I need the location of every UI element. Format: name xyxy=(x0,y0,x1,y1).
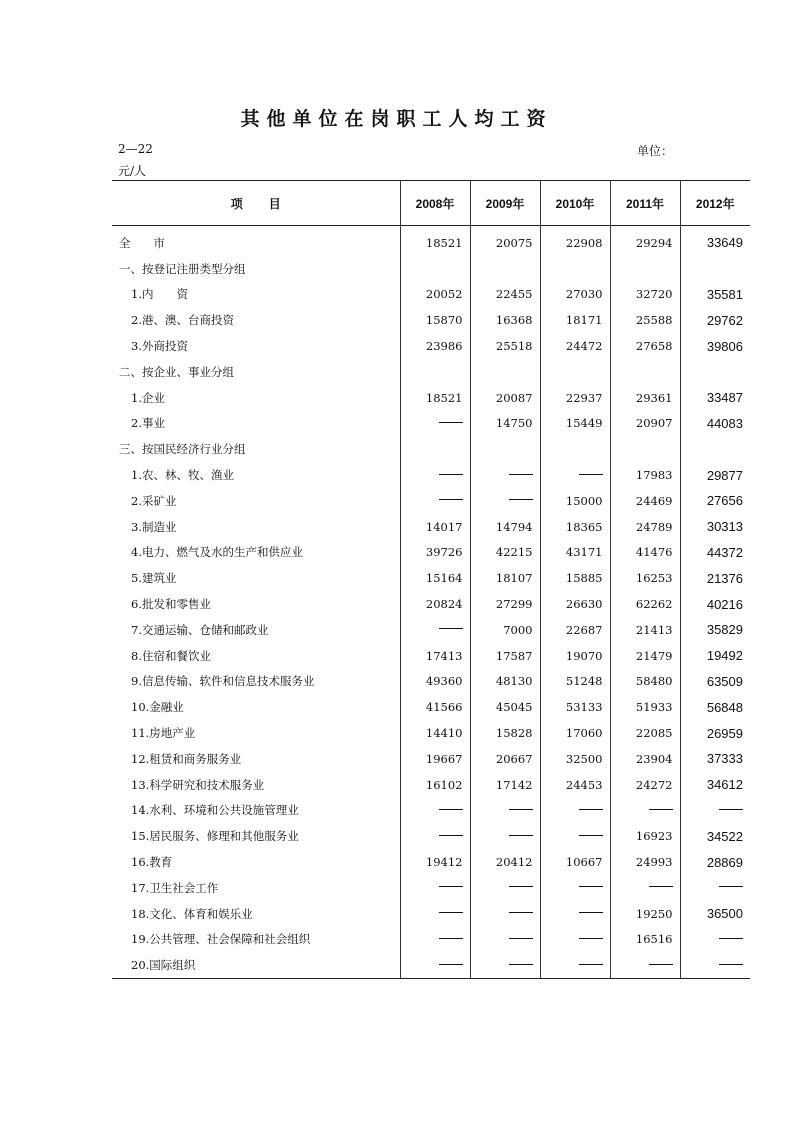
value-2009: 20412 xyxy=(470,849,540,875)
table-row xyxy=(112,694,750,720)
row-label: 5.建筑业 xyxy=(131,571,177,586)
table-header-row xyxy=(112,181,750,226)
table-row xyxy=(112,385,750,411)
value-2012: 35829 xyxy=(680,617,750,643)
no-data-dash xyxy=(540,927,610,953)
no-data-dash xyxy=(400,488,470,514)
no-data-dash xyxy=(400,875,470,901)
table-row xyxy=(112,256,750,282)
value-2012: 27656 xyxy=(680,488,750,514)
value-2012: 29877 xyxy=(680,462,750,488)
value-2011: 16923 xyxy=(610,823,680,849)
no-data-dash xyxy=(540,823,610,849)
value-2009: 17587 xyxy=(470,643,540,669)
value-2008: 23986 xyxy=(400,333,470,359)
value-2010 xyxy=(540,436,610,462)
value-2011 xyxy=(610,256,680,282)
value-2008: 15164 xyxy=(400,565,470,591)
value-2009 xyxy=(470,436,540,462)
table-row xyxy=(112,462,750,488)
value-2008 xyxy=(400,256,470,282)
value-2012: 44372 xyxy=(680,540,750,566)
row-label: 6.批发和零售业 xyxy=(131,597,211,612)
value-2010: 18171 xyxy=(540,307,610,333)
row-label: 18.文化、体育和娱乐业 xyxy=(131,906,253,921)
value-2012: 56848 xyxy=(680,694,750,720)
table-row xyxy=(112,359,750,385)
table-row xyxy=(112,282,750,308)
row-label: 14.水利、环境和公共设施管理业 xyxy=(131,803,299,818)
dash-line xyxy=(509,964,533,965)
header-year-2010: 2010年 xyxy=(540,181,610,226)
value-2010: 32500 xyxy=(540,746,610,772)
no-data-dash xyxy=(610,952,680,978)
table-row xyxy=(112,488,750,514)
value-2011: 24993 xyxy=(610,849,680,875)
value-2010: 43171 xyxy=(540,540,610,566)
header-item: 项目 xyxy=(112,181,400,226)
dash-line xyxy=(439,938,463,939)
no-data-dash xyxy=(400,927,470,953)
dash-line xyxy=(439,422,463,423)
value-2009: 15828 xyxy=(470,720,540,746)
dash-line xyxy=(509,474,533,475)
value-2010: 15449 xyxy=(540,411,610,437)
value-2011: 51933 xyxy=(610,694,680,720)
table-row xyxy=(112,565,750,591)
value-2009 xyxy=(470,256,540,282)
no-data-dash xyxy=(400,462,470,488)
value-2011: 29361 xyxy=(610,385,680,411)
dash-line xyxy=(439,809,463,810)
value-2009: 7000 xyxy=(470,617,540,643)
header-year-2012: 2012年 xyxy=(680,181,750,226)
value-2011: 19250 xyxy=(610,901,680,927)
no-data-dash xyxy=(400,952,470,978)
value-2011: 41476 xyxy=(610,540,680,566)
value-2008 xyxy=(400,436,470,462)
value-2008: 49360 xyxy=(400,669,470,695)
row-label: 9.信息传输、软件和信息技术服务业 xyxy=(131,674,315,689)
table-row xyxy=(112,823,750,849)
row-label: 15.居民服务、修理和其他服务业 xyxy=(131,829,299,844)
row-label: 1.农、林、牧、渔业 xyxy=(131,468,234,483)
value-2012 xyxy=(680,359,750,385)
no-data-dash xyxy=(470,798,540,824)
value-2010: 15000 xyxy=(540,488,610,514)
dash-line xyxy=(719,964,743,965)
table-row xyxy=(112,772,750,798)
no-data-dash xyxy=(540,798,610,824)
table-row xyxy=(112,617,750,643)
row-label: 11.房地产业 xyxy=(131,726,196,741)
dash-line xyxy=(579,809,603,810)
value-2009: 48130 xyxy=(470,669,540,695)
value-2009 xyxy=(470,359,540,385)
value-2010 xyxy=(540,256,610,282)
table-row xyxy=(112,514,750,540)
value-2012: 35581 xyxy=(680,282,750,308)
value-2010: 19070 xyxy=(540,643,610,669)
dash-line xyxy=(439,628,463,629)
value-2012: 40216 xyxy=(680,591,750,617)
value-2012: 34612 xyxy=(680,772,750,798)
unit-label: 单位： xyxy=(637,144,674,158)
value-2010: 22908 xyxy=(540,226,610,256)
value-2011: 58480 xyxy=(610,669,680,695)
row-label: 2.港、澳、台商投资 xyxy=(131,313,234,328)
value-2008: 18521 xyxy=(400,385,470,411)
header-year-2009: 2009年 xyxy=(470,181,540,226)
no-data-dash xyxy=(610,798,680,824)
value-2008: 39726 xyxy=(400,540,470,566)
value-2012: 33487 xyxy=(680,385,750,411)
dash-line xyxy=(719,938,743,939)
row-label: 13.科学研究和技术服务业 xyxy=(131,777,265,792)
table-row xyxy=(112,798,750,824)
dash-line xyxy=(719,886,743,887)
dash-line xyxy=(509,938,533,939)
dash-line xyxy=(509,499,533,500)
row-label: 三、按国民经济行业分组 xyxy=(119,442,246,457)
row-label: 10.金融业 xyxy=(131,700,184,715)
unit-value: 元/人 xyxy=(118,164,147,178)
dash-line xyxy=(439,474,463,475)
table-row xyxy=(112,436,750,462)
row-label: 2.事业 xyxy=(131,416,165,431)
value-2010: 26630 xyxy=(540,591,610,617)
value-2012 xyxy=(680,256,750,282)
value-2010: 53133 xyxy=(540,694,610,720)
dash-line xyxy=(579,938,603,939)
table-row xyxy=(112,952,750,978)
no-data-dash xyxy=(470,952,540,978)
value-2012 xyxy=(680,436,750,462)
table-row xyxy=(112,643,750,669)
value-2008: 41566 xyxy=(400,694,470,720)
no-data-dash xyxy=(470,488,540,514)
value-2010: 18365 xyxy=(540,514,610,540)
dash-line xyxy=(509,912,533,913)
dash-line xyxy=(509,886,533,887)
value-2011: 20907 xyxy=(610,411,680,437)
value-2011: 24789 xyxy=(610,514,680,540)
no-data-dash xyxy=(540,875,610,901)
value-2008: 14410 xyxy=(400,720,470,746)
table-row xyxy=(112,927,750,953)
dash-line xyxy=(509,835,533,836)
value-2011: 32720 xyxy=(610,282,680,308)
dash-line xyxy=(579,474,603,475)
value-2008: 15870 xyxy=(400,307,470,333)
value-2009: 16368 xyxy=(470,307,540,333)
value-2008: 19667 xyxy=(400,746,470,772)
value-2011: 24272 xyxy=(610,772,680,798)
value-2010: 10667 xyxy=(540,849,610,875)
value-2008: 20052 xyxy=(400,282,470,308)
value-2012: 44083 xyxy=(680,411,750,437)
row-label: 12.租赁和商务服务业 xyxy=(131,751,242,766)
table-row xyxy=(112,849,750,875)
row-label: 3.制造业 xyxy=(131,519,177,534)
value-2011: 23904 xyxy=(610,746,680,772)
value-2012: 63509 xyxy=(680,669,750,695)
value-2012: 37333 xyxy=(680,746,750,772)
value-2009: 20075 xyxy=(470,226,540,256)
header-year-2008: 2008年 xyxy=(400,181,470,226)
value-2009: 25518 xyxy=(470,333,540,359)
value-2012: 39806 xyxy=(680,333,750,359)
dash-line xyxy=(649,809,673,810)
no-data-dash xyxy=(400,411,470,437)
value-2011: 17983 xyxy=(610,462,680,488)
row-label: 一、按登记注册类型分组 xyxy=(119,261,246,276)
value-2010: 27030 xyxy=(540,282,610,308)
value-2011: 24469 xyxy=(610,488,680,514)
no-data-dash xyxy=(470,823,540,849)
no-data-dash xyxy=(680,927,750,953)
table-body xyxy=(112,226,750,979)
no-data-dash xyxy=(470,462,540,488)
value-2008: 16102 xyxy=(400,772,470,798)
table-row xyxy=(112,333,750,359)
row-label: 8.住宿和餐饮业 xyxy=(131,648,211,663)
row-label: 17.卫生社会工作 xyxy=(131,880,219,895)
dash-line xyxy=(649,886,673,887)
value-2011: 21413 xyxy=(610,617,680,643)
dash-line xyxy=(649,964,673,965)
table-row xyxy=(112,875,750,901)
no-data-dash xyxy=(680,875,750,901)
dash-line xyxy=(439,835,463,836)
row-label: 二、按企业、事业分组 xyxy=(119,364,234,379)
row-label: 全 市 xyxy=(119,235,165,250)
value-2009: 18107 xyxy=(470,565,540,591)
value-2009: 20087 xyxy=(470,385,540,411)
no-data-dash xyxy=(610,875,680,901)
dash-line xyxy=(439,964,463,965)
no-data-dash xyxy=(470,875,540,901)
value-2011 xyxy=(610,436,680,462)
table-row xyxy=(112,746,750,772)
dash-line xyxy=(719,809,743,810)
value-2010: 17060 xyxy=(540,720,610,746)
value-2011: 27658 xyxy=(610,333,680,359)
value-2009: 45045 xyxy=(470,694,540,720)
table-row xyxy=(112,411,750,437)
no-data-dash xyxy=(400,901,470,927)
row-label: 19.公共管理、社会保障和社会组织 xyxy=(131,932,311,947)
value-2011: 29294 xyxy=(610,226,680,256)
value-2012: 29762 xyxy=(680,307,750,333)
dash-line xyxy=(439,912,463,913)
table-row xyxy=(112,226,750,256)
no-data-dash xyxy=(680,798,750,824)
value-2012: 36500 xyxy=(680,901,750,927)
value-2012: 21376 xyxy=(680,565,750,591)
value-2011: 21479 xyxy=(610,643,680,669)
value-2008: 20824 xyxy=(400,591,470,617)
value-2012: 28869 xyxy=(680,849,750,875)
dash-line xyxy=(439,886,463,887)
value-2008: 19412 xyxy=(400,849,470,875)
table-code: 2—22 xyxy=(118,142,153,156)
value-2011: 16516 xyxy=(610,927,680,953)
value-2008: 17413 xyxy=(400,643,470,669)
no-data-dash xyxy=(400,617,470,643)
value-2009: 22455 xyxy=(470,282,540,308)
dash-line xyxy=(439,499,463,500)
value-2009: 27299 xyxy=(470,591,540,617)
table-row xyxy=(112,591,750,617)
dash-line xyxy=(579,912,603,913)
dash-line xyxy=(579,964,603,965)
value-2010 xyxy=(540,359,610,385)
dash-line xyxy=(579,835,603,836)
dash-line xyxy=(509,809,533,810)
value-2009: 14794 xyxy=(470,514,540,540)
row-label: 1.企业 xyxy=(131,390,165,405)
value-2011: 62262 xyxy=(610,591,680,617)
row-label: 3.外商投资 xyxy=(131,339,188,354)
value-2008: 14017 xyxy=(400,514,470,540)
row-label: 4.电力、燃气及水的生产和供应业 xyxy=(131,545,303,560)
row-label: 1.内 资 xyxy=(131,287,188,302)
value-2008: 18521 xyxy=(400,226,470,256)
table-row xyxy=(112,669,750,695)
table-row xyxy=(112,540,750,566)
table-row xyxy=(112,307,750,333)
value-2009: 42215 xyxy=(470,540,540,566)
value-2010: 22687 xyxy=(540,617,610,643)
dash-line xyxy=(579,886,603,887)
table-row xyxy=(112,901,750,927)
value-2009: 17142 xyxy=(470,772,540,798)
value-2012: 33649 xyxy=(680,226,750,256)
no-data-dash xyxy=(540,901,610,927)
value-2010: 24472 xyxy=(540,333,610,359)
value-2011 xyxy=(610,359,680,385)
no-data-dash xyxy=(680,952,750,978)
page-title: 其他单位在岗职工人均工资 xyxy=(240,108,553,130)
row-label: 16.教育 xyxy=(131,855,173,870)
value-2009: 20667 xyxy=(470,746,540,772)
value-2009: 14750 xyxy=(470,411,540,437)
no-data-dash xyxy=(540,462,610,488)
value-2011: 16253 xyxy=(610,565,680,591)
no-data-dash xyxy=(540,952,610,978)
value-2011: 22085 xyxy=(610,720,680,746)
value-2012: 19492 xyxy=(680,643,750,669)
row-label: 7.交通运输、仓储和邮政业 xyxy=(131,622,269,637)
value-2011: 25588 xyxy=(610,307,680,333)
table-row xyxy=(112,720,750,746)
value-2012: 26959 xyxy=(680,720,750,746)
row-label: 2.采矿业 xyxy=(131,493,177,508)
no-data-dash xyxy=(400,823,470,849)
header-year-2011: 2011年 xyxy=(610,181,680,226)
row-label: 20.国际组织 xyxy=(112,952,400,978)
wage-table xyxy=(112,180,750,979)
value-2010: 22937 xyxy=(540,385,610,411)
value-2010: 24453 xyxy=(540,772,610,798)
value-2010: 51248 xyxy=(540,669,610,695)
no-data-dash xyxy=(400,798,470,824)
no-data-dash xyxy=(470,927,540,953)
value-2012: 30313 xyxy=(680,514,750,540)
no-data-dash xyxy=(470,901,540,927)
value-2008 xyxy=(400,359,470,385)
value-2010: 15885 xyxy=(540,565,610,591)
value-2012: 34522 xyxy=(680,823,750,849)
